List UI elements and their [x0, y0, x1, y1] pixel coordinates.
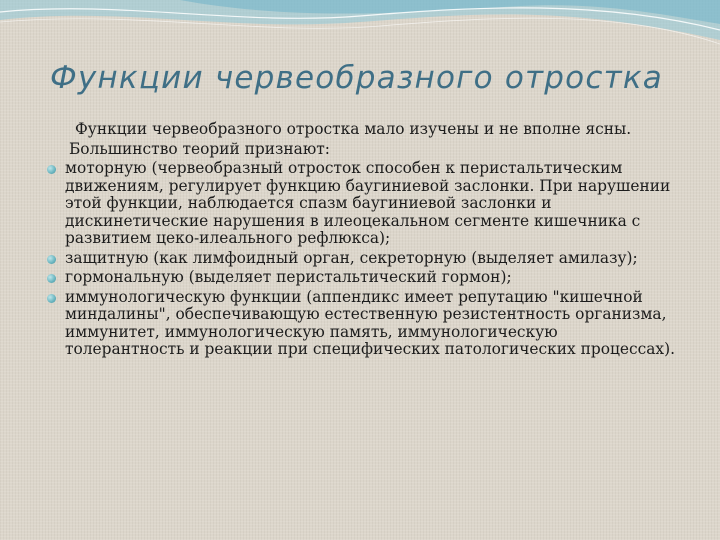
lead-paragraph [45, 141, 675, 159]
list-item [45, 160, 675, 248]
round-bullet-icon [47, 294, 56, 303]
intro-text: Функции червеобразного отростка мало изучены и не вполне ясны. [75, 120, 632, 138]
lead-text: Большинство теорий признают: [69, 139, 330, 158]
intro-paragraph [45, 121, 675, 139]
header-wave-decoration [0, 0, 720, 60]
round-bullet-icon [47, 165, 56, 174]
slide-title: Функции червеобразного отростка [50, 60, 663, 96]
list-item [45, 289, 675, 359]
list-item-text: гормональную (выделяет перистальтический гормон); [65, 268, 512, 286]
list-item-text: иммунологическую функции (аппендикс имеет репутацию "кишечной миндалины", обеспечивающую естественную резистентность организма, иммунитет, иммунологическую память, иммунологическую толерантность и реакции при специфических патологических процессах). [65, 287, 675, 358]
list-item-text: защитную (как лимфоидный орган, секреторную (выделяет амилазу); [65, 248, 638, 267]
slide-body [45, 121, 675, 361]
list-item [45, 269, 675, 287]
list-item-text: моторную (червеобразный отросток способен к перистальтическим движениям, регулирует функцию баугиниевой заслонки. При нарушении этой функции, наблюдается спазм баугиниевой заслонки и дискинетические нарушения в илеоцекальном сегменте кишечника с развитием цеко-илеального рефлюкса); [65, 159, 671, 247]
round-bullet-icon [47, 274, 56, 283]
list-item [45, 250, 675, 268]
round-bullet-icon [47, 255, 56, 264]
functions-list [45, 160, 675, 359]
